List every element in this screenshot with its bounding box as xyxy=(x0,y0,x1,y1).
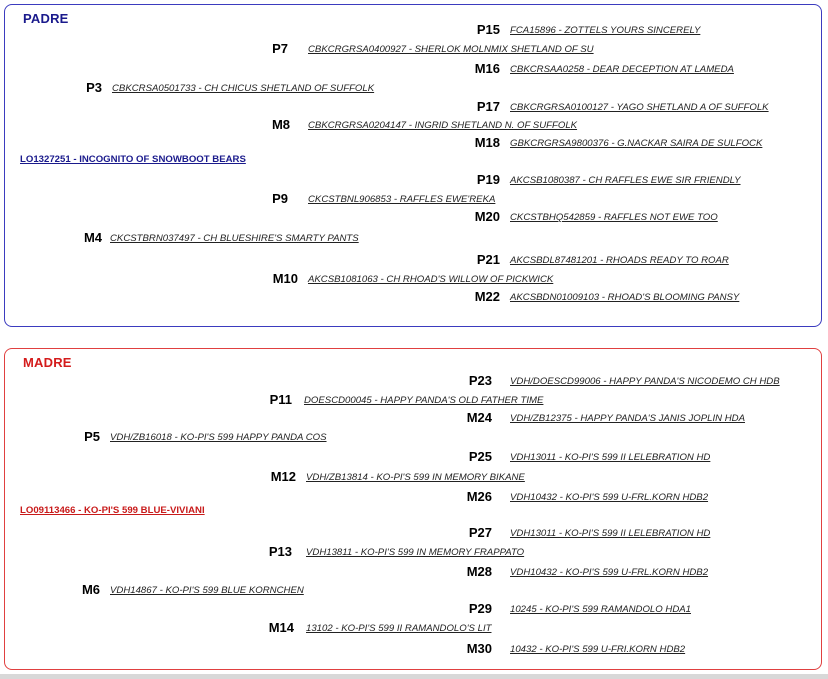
ancestor-code: M18 xyxy=(474,135,500,150)
ancestor-name-link[interactable]: VDH/DOESCD99006 - HAPPY PANDA'S NICODEMO CH HDB xyxy=(510,376,780,387)
madre-subject-link[interactable]: LO09113466 - KO-PI'S 599 BLUE-VIVIANI xyxy=(20,505,205,516)
ancestor-code: M16 xyxy=(474,61,500,76)
ancestor-code: P3 xyxy=(86,80,102,95)
ancestor-name-link[interactable]: AKCSB1080387 - CH RAFFLES EWE SIR FRIENDLY xyxy=(510,175,741,186)
ancestor-name-link[interactable]: DOESCD00045 - HAPPY PANDA'S OLD FATHER TIME xyxy=(304,395,544,406)
ancestor-code: P9 xyxy=(272,191,288,206)
padre-subject-link[interactable]: LO1327251 - INCOGNITO OF SNOWBOOT BEARS xyxy=(20,154,246,165)
ancestor-name-link[interactable]: CBKCRSAA0258 - DEAR DECEPTION AT LAMEDA xyxy=(510,64,734,75)
ancestor-code: P5 xyxy=(84,429,100,444)
ancestor-code: M4 xyxy=(83,230,102,245)
ancestor-code: M30 xyxy=(466,641,492,656)
ancestor-name-link[interactable]: 10432 - KO-PI'S 599 U-FRI.KORN HDB2 xyxy=(510,644,686,655)
ancestor-name-link[interactable]: VDH13811 - KO-PI'S 599 IN MEMORY FRAPPATO xyxy=(306,547,525,558)
ancestor-code: M8 xyxy=(271,117,290,132)
ancestor-name-link[interactable]: CBKCRGRSA0100127 - YAGO SHETLAND A OF SUFFOLK xyxy=(510,102,769,113)
padre-title: PADRE xyxy=(23,11,69,26)
window-bottom-bar xyxy=(0,674,828,679)
ancestor-code: M14 xyxy=(268,620,294,635)
ancestor-name-link[interactable]: CBKCRSA0501733 - CH CHICUS SHETLAND OF SUFFOLK xyxy=(112,83,375,94)
ancestor-name-link[interactable]: AKCSBDL87481201 - RHOADS READY TO ROAR xyxy=(510,255,729,266)
ancestor-code: P15 xyxy=(476,22,500,37)
ancestor-name-link[interactable]: CKCSTBHQ542859 - RAFFLES NOT EWE TOO xyxy=(510,212,718,223)
ancestor-code: P23 xyxy=(468,373,492,388)
madre-title: MADRE xyxy=(23,355,72,370)
ancestor-code: P11 xyxy=(269,392,292,407)
ancestor-code: M6 xyxy=(81,582,100,597)
ancestor-code: P29 xyxy=(468,601,492,616)
ancestor-name-link[interactable]: AKCSB1081063 - CH RHOAD'S WILLOW OF PICKWICK xyxy=(308,274,554,285)
ancestor-code: M26 xyxy=(466,489,492,504)
ancestor-name-link[interactable]: CKCSTBNL906853 - RAFFLES EWE'REKA xyxy=(308,194,496,205)
ancestor-name-link[interactable]: CKCSTBRN037497 - CH BLUESHIRE'S SMARTY PANTS xyxy=(110,233,359,244)
ancestor-name-link[interactable]: VDH/ZB12375 - HAPPY PANDA'S JANIS JOPLIN HDA xyxy=(510,413,745,424)
ancestor-code: M22 xyxy=(474,289,500,304)
ancestor-code: M28 xyxy=(466,564,492,579)
ancestor-code: P19 xyxy=(476,172,500,187)
ancestor-name-link[interactable]: VDH13011 - KO-PI'S 599 II LELEBRATION HD xyxy=(510,528,711,539)
ancestor-code: P27 xyxy=(468,525,492,540)
ancestor-name-link[interactable]: VDH13011 - KO-PI'S 599 II LELEBRATION HD xyxy=(510,452,711,463)
ancestor-name-link[interactable]: 13102 - KO-PI'S 599 II RAMANDOLO'S LIT xyxy=(306,623,492,634)
ancestor-code: P13 xyxy=(268,544,292,559)
ancestor-name-link[interactable]: AKCSBDN01009103 - RHOAD'S BLOOMING PANSY xyxy=(510,292,740,303)
ancestor-name-link[interactable]: CBKCRGRSA0400927 - SHERLOK MOLNMIX SHETLAND OF SU xyxy=(308,44,594,55)
ancestor-code: M24 xyxy=(466,410,492,425)
ancestor-code: P7 xyxy=(272,41,288,56)
ancestor-name-link[interactable]: CBKCRGRSA0204147 - INGRID SHETLAND N. OF SUFFOLK xyxy=(308,120,578,131)
ancestor-code: M20 xyxy=(474,209,500,224)
ancestor-name-link[interactable]: GBKCRGRSA9800376 - G.NACKAR SAIRA DE SULFOCK xyxy=(510,138,763,149)
ancestor-code: P25 xyxy=(468,449,492,464)
ancestor-name-link[interactable]: VDH10432 - KO-PI'S 599 U-FRL.KORN HDB2 xyxy=(510,492,709,503)
ancestor-code: M10 xyxy=(272,271,298,286)
ancestor-name-link[interactable]: 10245 - KO-PI'S 599 RAMANDOLO HDA1 xyxy=(510,604,691,615)
ancestor-code: P17 xyxy=(476,99,500,114)
ancestor-code: M12 xyxy=(270,469,296,484)
ancestor-name-link[interactable]: VDH/ZB16018 - KO-PI'S 599 HAPPY PANDA COS xyxy=(110,432,327,443)
ancestor-code: P21 xyxy=(476,252,500,267)
ancestor-name-link[interactable]: VDH/ZB13814 - KO-PI'S 599 IN MEMORY BIKANE xyxy=(306,472,525,483)
ancestor-name-link[interactable]: VDH10432 - KO-PI'S 599 U-FRL.KORN HDB2 xyxy=(510,567,709,578)
ancestor-name-link[interactable]: VDH14867 - KO-PI'S 599 BLUE KORNCHEN xyxy=(110,585,304,596)
ancestor-name-link[interactable]: FCA15896 - ZOTTELS YOURS SINCERELY xyxy=(510,25,701,36)
